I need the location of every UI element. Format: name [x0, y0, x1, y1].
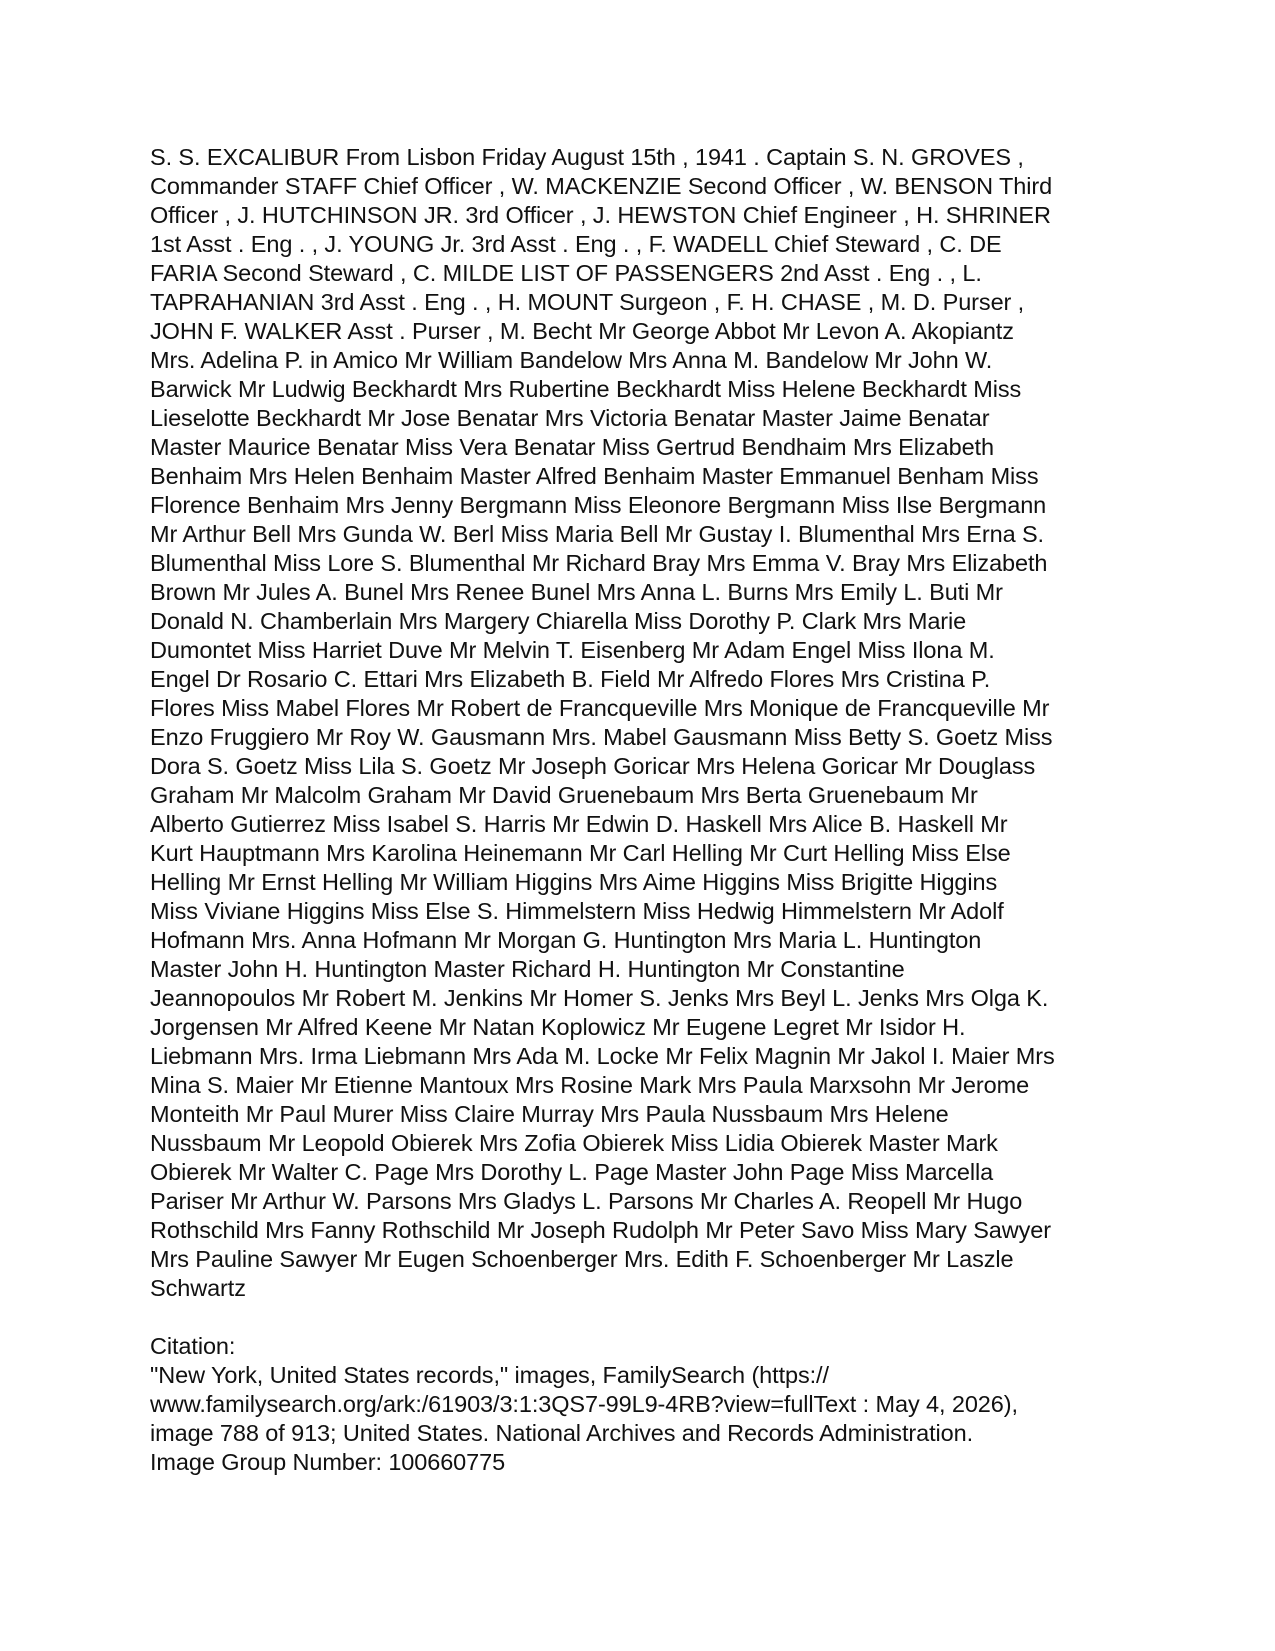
text-line: Schwartz [150, 1275, 246, 1301]
text-line: Master John H. Huntington Master Richard H. Huntington Mr Constantine [150, 956, 905, 982]
text-line: Officer , J. HUTCHINSON JR. 3rd Officer , J. HEWSTON Chief Engineer , H. SHRINER [150, 202, 1051, 228]
citation-line: www.familysearch.org/ark:/61903/3:1:3QS7-99L9-4RB?view=fullText : May 4, 2026), [150, 1391, 1018, 1417]
text-line: Miss Viviane Higgins Miss Else S. Himmelstern Miss Hedwig Himmelstern Mr Adolf [150, 898, 1004, 924]
text-line: TAPRAHANIAN 3rd Asst . Eng . , H. MOUNT Surgeon , F. H. CHASE , M. D. Purser , [150, 289, 1025, 315]
text-line: Brown Mr Jules A. Bunel Mrs Renee Bunel Mrs Anna L. Burns Mrs Emily L. Buti Mr [150, 579, 1003, 605]
text-line: Master Maurice Benatar Miss Vera Benatar Miss Gertrud Bendhaim Mrs Elizabeth [150, 434, 994, 460]
text-line: Benhaim Mrs Helen Benhaim Master Alfred Benhaim Master Emmanuel Benham Miss [150, 463, 1039, 489]
text-line: Lieselotte Beckhardt Mr Jose Benatar Mrs Victoria Benatar Master Jaime Benatar [150, 405, 990, 431]
document-page [150, 143, 1128, 1477]
text-line: Flores Miss Mabel Flores Mr Robert de Francqueville Mrs Monique de Francqueville Mr [150, 695, 1050, 721]
text-line: Graham Mr Malcolm Graham Mr David Gruenebaum Mrs Berta Gruenebaum Mr [150, 782, 978, 808]
text-line: Mr Arthur Bell Mrs Gunda W. Berl Miss Maria Bell Mr Gustay I. Blumenthal Mrs Erna S. [150, 521, 1044, 547]
text-line: Engel Dr Rosario C. Ettari Mrs Elizabeth B. Field Mr Alfredo Flores Mrs Cristina P. [150, 666, 991, 692]
citation-line: "New York, United States records," images, FamilySearch (https:// [150, 1362, 829, 1388]
text-line: Enzo Fruggiero Mr Roy W. Gausmann Mrs. Mabel Gausmann Miss Betty S. Goetz Miss [150, 724, 1053, 750]
citation-block [150, 1332, 1128, 1477]
text-line: Nussbaum Mr Leopold Obierek Mrs Zofia Obierek Miss Lidia Obierek Master Mark [150, 1130, 998, 1156]
text-line: Jorgensen Mr Alfred Keene Mr Natan Koplowicz Mr Eugene Legret Mr Isidor H. [150, 1014, 966, 1040]
text-line: Liebmann Mrs. Irma Liebmann Mrs Ada M. Locke Mr Felix Magnin Mr Jakol I. Maier Mrs [150, 1043, 1055, 1069]
text-line: Dumontet Miss Harriet Duve Mr Melvin T. Eisenberg Mr Adam Engel Miss Ilona M. [150, 637, 995, 663]
text-line: Commander STAFF Chief Officer , W. MACKENZIE Second Officer , W. BENSON Third [150, 173, 1053, 199]
text-line: Alberto Gutierrez Miss Isabel S. Harris Mr Edwin D. Haskell Mrs Alice B. Haskell Mr [150, 811, 1008, 837]
citation-line: Image Group Number: 100660775 [150, 1449, 506, 1475]
text-line: Dora S. Goetz Miss Lila S. Goetz Mr Joseph Goricar Mrs Helena Goricar Mr Douglass [150, 753, 1036, 779]
text-line: 1st Asst . Eng . , J. YOUNG Jr. 3rd Asst . Eng . , F. WADELL Chief Steward , C. DE [150, 231, 1002, 257]
text-line: Kurt Hauptmann Mrs Karolina Heinemann Mr Carl Helling Mr Curt Helling Miss Else [150, 840, 1011, 866]
text-line: Rothschild Mrs Fanny Rothschild Mr Joseph Rudolph Mr Peter Savo Miss Mary Sawyer [150, 1217, 1051, 1243]
citation-heading: Citation: [150, 1333, 236, 1359]
text-line: S. S. EXCALIBUR From Lisbon Friday August 15th , 1941 . Captain S. N. GROVES , [150, 144, 1024, 170]
text-line: Monteith Mr Paul Murer Miss Claire Murray Mrs Paula Nussbaum Mrs Helene [150, 1101, 949, 1127]
passenger-list-text [150, 143, 1128, 1303]
text-line: Blumenthal Miss Lore S. Blumenthal Mr Richard Bray Mrs Emma V. Bray Mrs Elizabeth [150, 550, 1048, 576]
citation-line: image 788 of 913; United States. National Archives and Records Administration. [150, 1420, 973, 1446]
text-line: JOHN F. WALKER Asst . Purser , M. Becht Mr George Abbot Mr Levon A. Akopiantz [150, 318, 1014, 344]
text-line: Jeannopoulos Mr Robert M. Jenkins Mr Homer S. Jenks Mrs Beyl L. Jenks Mrs Olga K. [150, 985, 1049, 1011]
text-line: Donald N. Chamberlain Mrs Margery Chiarella Miss Dorothy P. Clark Mrs Marie [150, 608, 967, 634]
paragraph-gap [150, 1303, 1128, 1332]
text-line: Helling Mr Ernst Helling Mr William Higgins Mrs Aime Higgins Miss Brigitte Higgins [150, 869, 998, 895]
text-line: FARIA Second Steward , C. MILDE LIST OF PASSENGERS 2nd Asst . Eng . , L. [150, 260, 982, 286]
text-line: Mina S. Maier Mr Etienne Mantoux Mrs Rosine Mark Mrs Paula Marxsohn Mr Jerome [150, 1072, 1030, 1098]
text-line: Mrs. Adelina P. in Amico Mr William Bandelow Mrs Anna M. Bandelow Mr John W. [150, 347, 993, 373]
text-line: Obierek Mr Walter C. Page Mrs Dorothy L. Page Master John Page Miss Marcella [150, 1159, 994, 1185]
text-line: Barwick Mr Ludwig Beckhardt Mrs Rubertine Beckhardt Miss Helene Beckhardt Miss [150, 376, 1022, 402]
text-line: Mrs Pauline Sawyer Mr Eugen Schoenberger Mrs. Edith F. Schoenberger Mr Laszle [150, 1246, 1014, 1272]
text-line: Pariser Mr Arthur W. Parsons Mrs Gladys L. Parsons Mr Charles A. Reopell Mr Hugo [150, 1188, 1023, 1214]
text-line: Florence Benhaim Mrs Jenny Bergmann Miss Eleonore Bergmann Miss Ilse Bergmann [150, 492, 1047, 518]
text-line: Hofmann Mrs. Anna Hofmann Mr Morgan G. Huntington Mrs Maria L. Huntington [150, 927, 982, 953]
